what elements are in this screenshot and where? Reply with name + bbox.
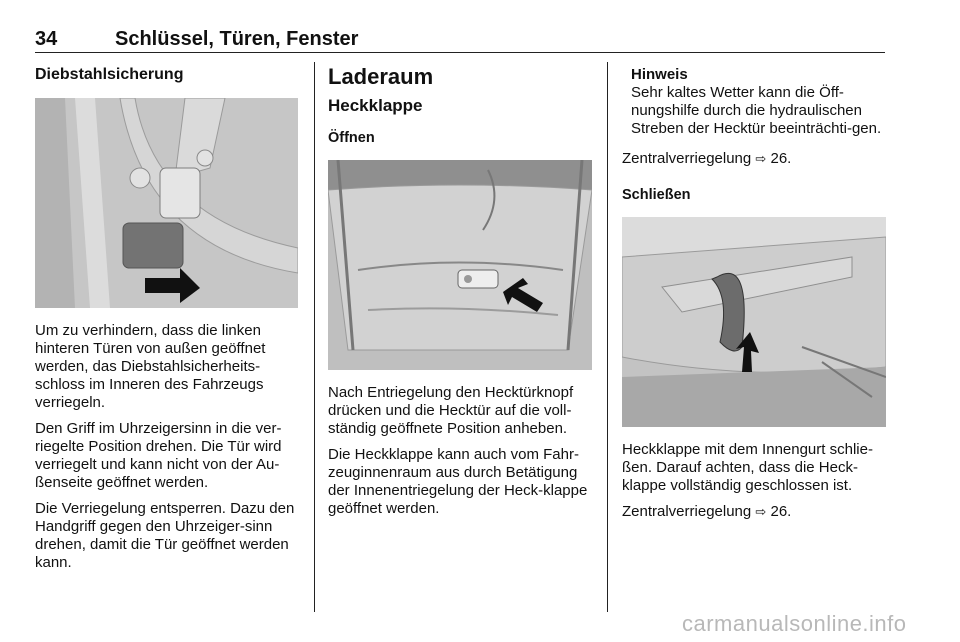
note-box: [622, 66, 886, 138]
cross-reference: Zentralverriegelung ⇨ 26.: [622, 503, 792, 520]
column-cargo: [328, 60, 593, 526]
column-divider: [607, 62, 608, 612]
paragraph: Die Verriegelung entsperren. Dazu den Handgriff gegen den Uhrzeiger-sinn drehen, damit die Tür geöffnet werden kann.: [35, 500, 295, 571]
column-anti-theft: [35, 60, 300, 580]
paragraph: Den Griff im Uhrzeigersinn in die ver-riegelte Position drehen. Die Tür wird verriegelt und kann nicht von der Au-ßenseite geöffnet werden.: [35, 420, 282, 491]
chapter-title: Schlüssel, Türen, Fenster: [115, 28, 359, 50]
cross-reference-arrow-icon: ⇨: [755, 505, 767, 520]
section-title-anti-theft: Diebstahlsicherung: [35, 66, 184, 83]
paragraph: Nach Entriegelung den Hecktürknopf drücken und die Hecktür auf die voll-ständig geöffnete Position anheben.: [328, 384, 574, 437]
figure-tailgate-open: [328, 160, 592, 370]
page-header: [35, 28, 885, 53]
watermark: carmanualsonline.info: [682, 611, 907, 636]
page-number: 34: [35, 28, 58, 50]
tailgate-illustration: [328, 160, 592, 370]
cross-reference: Zentralverriegelung ⇨ 26.: [622, 150, 792, 167]
heading-close: Schließen: [622, 187, 691, 203]
note-title: Hinweis: [631, 66, 688, 83]
figure-tailgate-close: [622, 217, 886, 427]
paragraph: Heckklappe mit dem Innengurt schlie-ßen. Darauf achten, dass die Heck-klappe vollständig geschlossen ist.: [622, 441, 873, 494]
column-divider: [314, 62, 315, 612]
child-lock-illustration: [35, 98, 298, 308]
tailgate-strap-illustration: [622, 217, 886, 427]
heading-open: Öffnen: [328, 130, 375, 146]
column-note-close: [622, 60, 886, 530]
section-title-cargo: Laderaum: [328, 64, 434, 89]
note-text: Sehr kaltes Wetter kann die Öff-nungshilfe durch die hydraulischen Streben der Hecktür beeinträchti-gen.: [631, 84, 882, 137]
paragraph: Um zu verhindern, dass die linken hinteren Türen von außen geöffnet werden, das Diebstahlsicherheits-schloss im Inneren des Fahrzeugs verriegeln.: [35, 322, 266, 411]
figure-child-lock: [35, 98, 298, 308]
paragraph: Die Heckklappe kann auch vom Fahr-zeuginnenraum aus durch Betätigung der Innenentriegelung der Heck-klappe geöffnet werden.: [328, 446, 588, 517]
subsection-title-tailgate: Heckklappe: [328, 96, 423, 115]
cross-reference-arrow-icon: ⇨: [755, 152, 767, 167]
